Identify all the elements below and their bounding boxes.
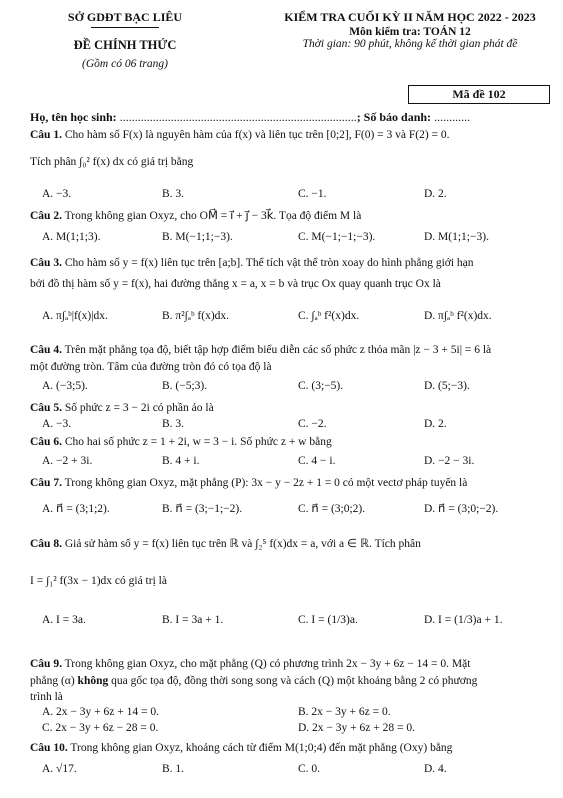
option-a: A. (−3;5). <box>42 380 88 392</box>
question-2 <box>30 209 552 224</box>
question-label: Câu 2. <box>30 210 62 222</box>
option-d: D. 2. <box>424 188 447 200</box>
header-left <box>30 10 220 70</box>
header-underline <box>91 27 159 28</box>
option-d: D. 4. <box>424 763 447 775</box>
question-6-options <box>30 455 550 470</box>
question-label: Câu 7. <box>30 477 62 489</box>
header-right <box>262 10 558 50</box>
question-9-options-row-2 <box>30 722 550 737</box>
option-b: B. 4 + i. <box>162 455 200 467</box>
question-text: Cho hàm số y = f(x) liên tục trên [a;b]. Thể tích vật thể tròn xoay do hình phẳng giới hạn <box>64 257 474 269</box>
question-3-options <box>30 310 550 325</box>
option-c: C. I = (1/3)a. <box>298 614 358 626</box>
question-text: Trong không gian Oxyz, cho mặt phẳng (Q) có phương trình 2x − 3y + 6z − 14 = 0. Mặt <box>64 658 471 670</box>
option-a: A. −3. <box>42 188 72 200</box>
option-c: C. 0. <box>298 763 321 775</box>
question-label: Câu 1. <box>30 129 62 141</box>
question-6 <box>30 435 552 450</box>
question-label: Câu 6. <box>30 436 62 448</box>
question-text: Giả sử hàm số y = f(x) liên tục trên ℝ và ∫₂⁵ f(x)dx = a, với a ∈ ℝ. Tích phân <box>64 538 421 550</box>
question-label: Câu 3. <box>30 257 62 269</box>
question-9-line-2 <box>30 674 552 689</box>
exam-subject: Môn kiểm tra: TOÁN 12 <box>349 26 471 38</box>
option-c: C. 2x − 3y + 6z − 28 = 0. <box>42 722 159 734</box>
question-1 <box>30 128 552 143</box>
question-label: Câu 10. <box>30 742 68 754</box>
option-d: D. M(1;1;−3). <box>424 231 489 243</box>
option-c: C. (3;−5). <box>298 380 344 392</box>
question-2-options <box>30 231 550 246</box>
option-d: D. 2. <box>424 418 447 430</box>
question-8 <box>30 537 552 552</box>
option-c: C. ∫ₐᵇ f²(x)dx. <box>298 310 360 322</box>
option-d: D. n⃗ = (3;0;−2). <box>424 503 499 515</box>
question-3 <box>30 256 552 271</box>
option-c: C. 4 − i. <box>298 455 336 467</box>
exam-title: KIỂM TRA CUỐI KỲ II NĂM HỌC 2022 - 2023 <box>284 10 536 24</box>
official-label: ĐỀ CHÍNH THỨC <box>73 38 177 52</box>
exam-code-box: Mã đề 102 <box>408 85 550 104</box>
question-label: Câu 8. <box>30 538 62 550</box>
question-text: Cho hàm số F(x) là nguyên hàm của f(x) và liên tục trên [0;2], F(0) = 3 và F(2) = 0. <box>64 129 450 141</box>
question-10 <box>30 741 552 756</box>
question-5 <box>30 401 552 416</box>
question-label: Câu 4. <box>30 344 62 356</box>
student-name-label: Họ, tên học sinh: <box>30 110 117 124</box>
option-a: A. n⃗ = (3;1;2). <box>42 503 110 515</box>
option-b: B. M(−1;1;−3). <box>162 231 233 243</box>
question-text: Trong không gian Oxyz, cho OM⃗ = i⃗ + j⃗ − 3k⃗. Tọa độ điểm M là <box>64 210 362 222</box>
option-b: B. 1. <box>162 763 185 775</box>
question-7 <box>30 476 552 491</box>
option-b: B. 2x − 3y + 6z = 0. <box>298 706 391 718</box>
option-a: A. −3. <box>42 418 72 430</box>
question-4 <box>30 343 552 358</box>
question-10-options <box>30 763 550 778</box>
question-text-part: qua gốc tọa độ, đồng thời song song và cách (Q) một khoảng bằng 2 có phương <box>108 675 478 687</box>
question-text: Trong không gian Oxyz, khoảng cách từ điểm M(1;0;4) đến mặt phẳng (Oxy) bằng <box>70 742 453 754</box>
option-b: B. I = 3a + 1. <box>162 614 224 626</box>
question-5-options <box>30 418 550 433</box>
page-count: (Gồm có 06 trang) <box>82 58 168 70</box>
option-a: A. M(1;1;3). <box>42 231 101 243</box>
question-9-line-3: trình là <box>30 691 63 703</box>
option-b: B. 3. <box>162 418 185 430</box>
student-info-line <box>30 110 550 125</box>
question-emphasis-khong: không <box>77 675 109 687</box>
option-a: A. π∫ₐᵇ|f(x)|dx. <box>42 310 108 322</box>
student-id-label: ; Số báo danh: <box>356 110 432 124</box>
option-c: C. M(−1;−1;−3). <box>298 231 376 243</box>
student-name-field: ............................................................................... <box>119 110 357 124</box>
department-name: SỞ GDĐT BẠC LIÊU <box>67 10 183 24</box>
option-b: B. (−5;3). <box>162 380 208 392</box>
question-text: Cho hai số phức z = 1 + 2i, w = 3 − i. Số phức z + w bằng <box>64 436 332 448</box>
question-label: Câu 5. <box>30 402 62 414</box>
option-b: B. 3. <box>162 188 185 200</box>
question-8-line-2: I = ∫₁² f(3x − 1)dx có giá trị là <box>30 575 167 587</box>
question-7-options <box>30 501 550 516</box>
question-label: Câu 9. <box>30 658 62 670</box>
option-a: A. √17. <box>42 763 77 775</box>
option-b: B. π²∫ₐᵇ f(x)dx. <box>162 310 230 322</box>
question-9-options-row-1 <box>30 706 550 721</box>
question-9 <box>30 657 552 672</box>
question-4-options <box>30 380 550 395</box>
student-id-field: ............ <box>434 110 471 124</box>
option-a: A. −2 + 3i. <box>42 455 93 467</box>
option-a: A. I = 3a. <box>42 614 86 626</box>
option-d: D. π∫ₐᵇ f²(x)dx. <box>424 310 492 322</box>
option-c: C. n⃗ = (3;0;2). <box>298 503 366 515</box>
option-d: D. −2 − 3i. <box>424 455 475 467</box>
question-3-line-2: bởi đồ thị hàm số y = f(x), hai đường thẳng x = a, x = b và trục Ox quay quanh trục Ox là <box>30 278 441 290</box>
option-d: D. I = (1/3)a + 1. <box>424 614 503 626</box>
option-c: C. −1. <box>298 188 327 200</box>
option-b: B. n⃗ = (3;−1;−2). <box>162 503 243 515</box>
question-text: Trên mặt phẳng tọa độ, biết tập hợp điểm biểu diễn các số phức z thỏa mãn |z − 3 + 5i| = 6 là <box>64 344 492 356</box>
option-d: D. (5;−3). <box>424 380 470 392</box>
question-text-part: phẳng (α) <box>30 675 78 687</box>
question-8-options <box>30 614 550 629</box>
option-d: D. 2x − 3y + 6z + 28 = 0. <box>298 722 415 734</box>
question-text: Trong không gian Oxyz, mặt phẳng (P): 3x − y − 2z + 1 = 0 có một vectơ pháp tuyến là <box>64 477 468 489</box>
question-4-line-2: một đường tròn. Tâm của đường tròn đó có tọa độ là <box>30 361 272 373</box>
question-1-line-2: Tích phân ∫₀² f(x) dx có giá trị bằng <box>30 156 194 168</box>
question-1-options <box>30 188 550 203</box>
option-c: C. −2. <box>298 418 327 430</box>
option-a: A. 2x − 3y + 6z + 14 = 0. <box>42 706 159 718</box>
exam-time: Thời gian: 90 phút, không kể thời gian phát đề <box>302 38 518 50</box>
question-text: Số phức z = 3 − 2i có phần ảo là <box>64 402 214 414</box>
